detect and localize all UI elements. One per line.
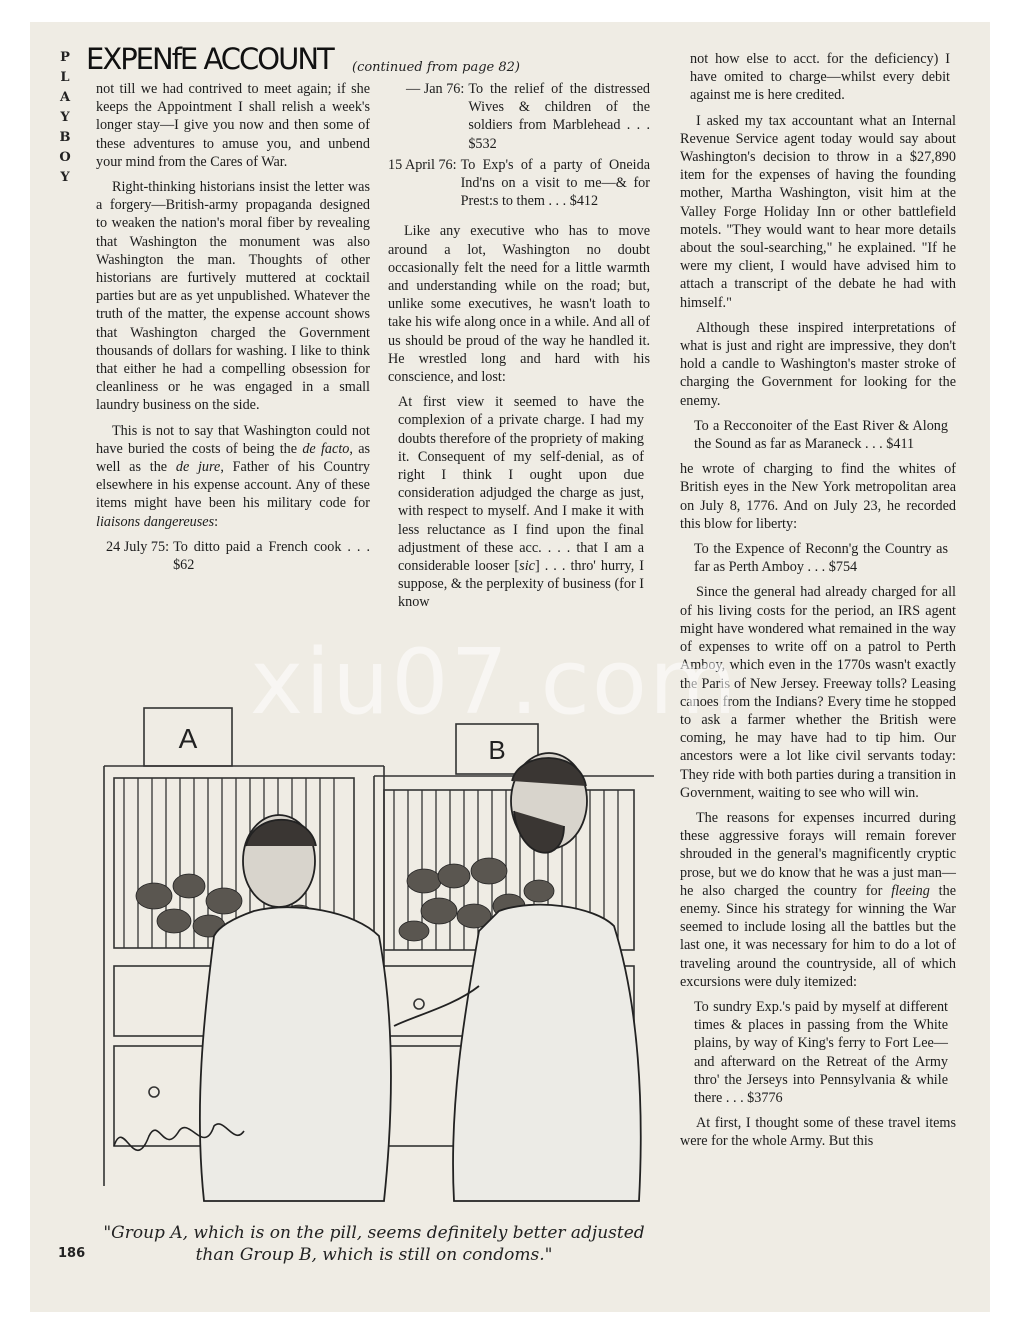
magazine-name-letter: B xyxy=(59,130,71,145)
text-column-1 xyxy=(96,80,370,577)
text-column-2 xyxy=(388,80,650,619)
expense-entry: To sundry Exp.'s paid by myself at different times & places in passing from the White plains, by way of King's ferry to Fort Lee—and afterward on the Retreat of the Army thro' the Jerseys into Pennsylvania & while there . . . $3776 xyxy=(694,998,948,1106)
expense-entry: To a Recconoiter of the East River & Along the Sound as far as Maraneck . . . $411 xyxy=(694,417,948,453)
article-title: EXPENfE ACCOUNT xyxy=(86,42,333,76)
paragraph: Like any executive who has to move around a lot, Washington no doubt occasionally felt the need for a little warmth and understanding while on the road; but, unlike some executives, he wasn't loath to take his wife along once in a while. And all of us should be proud of the way he handled it. He wrestled long and hard with his conscience, and lost: xyxy=(388,223,650,386)
paragraph: Although these inspired interpretations of what is just and right are impressive, they don't hold a candle to Washington's master stroke of charging the Government for looking for the enemy. xyxy=(680,319,956,409)
paragraph: The reasons for expenses incurred during these aggressive forays will remain forever shrouded in the general's magnificently cryptic prose, but we do know that he was a just man—he also charged the country for fleeing the enemy. Since his strategy for winning the War seemed to include losing all the battles but the last one, it was necessary for him to do a lot of traveling around the countryside, all of which excursions were duly itemized: xyxy=(680,809,956,990)
magazine-name-letter: Y xyxy=(60,110,70,125)
paragraph: I asked my tax accountant what an Internal Revenue Service agent today would say about Washington's decision to throw in a $27,890 item for the expenses of having the founding mother, Martha Washington, visit him at the Valley Forge Holiday Inn or other battlefield motels. "They would want to hear more details about the soul-searching," he explained. "If he were my client, I would have advised him to attach a transcript of the debate he had with himself." xyxy=(680,112,956,311)
paragraph: Right-thinking historians insist the letter was a forgery—British-army propaganda designed to weaken the nation's moral fiber by revealing that Washington the monument was also Washington the man. Thoughts of other historians are furtively muttered at cocktail parties but are as yet unpublished. Whatever the truth of the matter, the expense account shows that Washington charged the Government thousands of dollars for washing. I like to think that either he had a compelling obsession for cleanliness or he was engaged in a small laundry business on the side. xyxy=(96,179,370,414)
watermark-text: xiu07.com xyxy=(250,630,739,735)
man-figure-a xyxy=(200,815,391,1201)
paragraph: he wrote of charging to find the whites of British eyes in the New York metropolitan area on July 8, 1776. And on July 23, he recorded this blow for liberty: xyxy=(680,461,956,532)
text-column-3 xyxy=(680,50,956,1158)
paragraph: not till we had contrived to meet again; if she keeps the Appointment I shall relish a week's longer stay—I give you now and then some of these adventures to amuse you, and unbend your mind from the Cares of War. xyxy=(96,81,370,170)
paragraph: This is not to say that Washington could not have buried the costs of being the de facto, as well as the de jure, Father of his Country elsewhere in his expense account. Any of these items might have been his military code for liaisons dangereuses: xyxy=(96,422,371,530)
paragraph: Since the general had already charged for all of his living costs for the period, an IRS agent might have wondered what remained in the way of expenses to write off on a patrol to Perth Amboy, which even in the 1770s wasn't exactly the Paris of New Jersey. Freeway tolls? Leasing canoes from the Indians? Every time he stopped to ask a farmer whether the British were coming, he may have had to tip him. Our ancestors were a lot like civil servants today: They ride with both parties during a transition in Government, waiting to see who will win. xyxy=(680,584,956,801)
page-number: 186 xyxy=(58,1246,86,1261)
magazine-name-vertical xyxy=(54,48,76,188)
magazine-name-letter: Y xyxy=(60,170,70,185)
block-quote: At first view it seemed to have the complexion of a private charge. I had my doubts therefore of the propriety of making it. Consequent of my self-denial, as of right I think I ought upon due consideration adjudged the charge as just, with respect to myself. And I make it with less reluctance as I find upon the final adjustment of these acc. . . . that I am a considerable looser [sic] . . . thro' hurry, I suppose, & the perplexity of business (for I know xyxy=(398,394,645,611)
expense-entry: 15 April 76: To Exp's of a party of Oneida Ind'ns on a visit to me—& for Prest:s to them . . . $412 xyxy=(388,156,650,210)
continued-note: (continued from page 82) xyxy=(352,60,520,75)
expense-entry: 24 July 75: To ditto paid a French cook . . . $62 xyxy=(106,538,370,574)
magazine-name-letter: L xyxy=(60,70,70,85)
expense-entry: To the Expence of Reconn'g the Country as far as Perth Amboy . . . $754 xyxy=(694,541,948,576)
block-quote: not how else to acct. for the deficiency) I have omited to charge—whilst every debit against me is here credited. xyxy=(690,51,950,104)
cartoon-caption: "Group A, which is on the pill, seems definitely better adjusted than Group B, which is still on condoms." xyxy=(103,1223,645,1265)
sign-a-label: A xyxy=(178,723,198,754)
magazine-name-letter: A xyxy=(59,90,71,105)
cartoon-illustration xyxy=(94,686,654,1206)
sign-b-label: B xyxy=(488,735,506,765)
magazine-name-letter: P xyxy=(60,50,70,65)
paragraph: At first, I thought some of these travel items were for the whole Army. But this xyxy=(680,1115,956,1150)
expense-entry: — Jan 76: To the relief of the distressed Wives & children of the soldiers from Marblehead . . . $532 xyxy=(406,81,650,152)
magazine-name-letter: O xyxy=(59,150,71,165)
